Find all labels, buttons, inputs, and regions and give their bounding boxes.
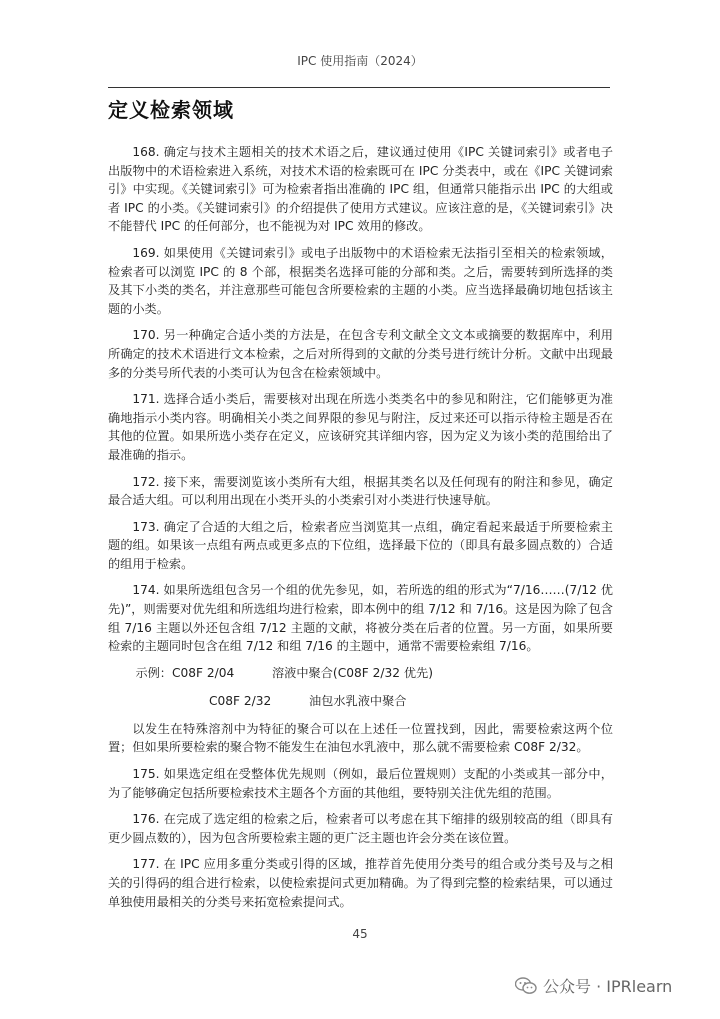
body-content: [108, 143, 613, 919]
paragraph-175: 175. 如果选定组在受整体优先规则（例如，最后位置规则）支配的小类或其一部分中，为了能够确定包括所要检索技术主题各个方面的其他组，要特别关注优先组的范围。: [108, 767, 613, 800]
paragraph-174: 174. 如果所选组包含另一个组的优先参见，如，若所选的组的形式为“7/16……(7/12 优先)”，则需要对优先组和所选组均进行检索，即本例中的组 7/12 和 7/16。这是因为除了包含组 7/16 主题以外还包含组 7/12 主题的文献，将被分类在后者的位置。另一方面，如果所要检索的主题同时包含在组 7/12 和组 7/16 的主题中，通常不需要检索组 7/16。: [108, 583, 613, 654]
example-row: [120, 664, 613, 682]
paragraph-169: 169. 如果使用《关键词索引》或电子出版物中的术语检索无法指引至相关的检索领域，检索者可以浏览 IPC 的 8 个部，根据类名选择可能的分部和类。之后，需要转到所选择的类及其下小类的类名，并注意那些可能包含所要检索的主题的小类。应当选择最确切地包括该主题的小类。: [108, 245, 613, 316]
header-divider: [108, 87, 610, 88]
paragraph-174-continued: 以发生在特殊溶剂中为特征的聚合可以在上述任一位置找到，因此，需要检索这两个位置；但如果所要检索的聚合物不能发生在油包水乳液中，那么就不需要检索 C08F 2/32。: [108, 721, 613, 755]
paragraph-177: 177. 在 IPC 应用多重分类或引得的区域，推荐首先使用分类号的组合或分类号及与之相关的引得码的组合进行检索，以使检索提问式更加精确。为了得到完整的检索结果，可以通过单独使用最相关的分类号来拓宽检索提问式。: [108, 857, 613, 909]
paragraph-168: 168. 确定与技术主题相关的技术术语之后，建议通过使用《IPC 关键词索引》或者电子出版物中的术语检索进入系统，对技术术语的检索既可在 IPC 分类表中，或在《IPC 关键词索引》中实现。《关键词索引》可为检索者指出准确的 IPC 组，但通常只能指示出 IPC 的大组或者 IPC 的小类。《关键词索引》的介绍提供了使用方式建议。应该注意的是，《关键词索引》决不能替代 IPC 的任何部分，也不能视为对 IPC 效用的修改。: [108, 145, 613, 234]
watermark-text: 公众号 · IPRlearn: [543, 977, 673, 996]
paragraph-176: 176. 在完成了选定组的检索之后，检索者可以考虑在其下缩排的级别较高的组（即具有更少圆点数的），因为包含所要检索主题的更广泛主题也许会分类在该位置。: [108, 812, 613, 845]
example-code: C08F 2/04: [172, 665, 235, 680]
example-label: 示例：: [135, 665, 172, 680]
paragraph-173: 173. 确定了合适的大组之后，检索者应当浏览其一点组，确定看起来最适于所要检索主题的组。如果该一点组有两点或更多点的下位组，选择最下位的（即具有最多圆点数的）合适的组用于检索。: [108, 519, 613, 571]
example-block: [108, 664, 613, 710]
paragraph-172: 172. 接下来，需要浏览该小类所有大组，根据其类名以及任何现有的附注和参见，确定最合适大组。可以利用出现在小类开头的小类索引对小类进行快速导航。: [108, 474, 613, 508]
paragraph-170: 170. 另一种确定合适小类的方法是，在包含专利文献全文文本或摘要的数据库中，利用所确定的技术术语进行文本检索，之后对所得到的文献的分类号进行统计分析。文献中出现最多的分类号所代表的小类可认为包含在检索领域中。: [108, 328, 613, 380]
wechat-icon: [515, 977, 537, 995]
watermark: [515, 974, 672, 997]
example-desc: 溶液中聚合(C08F 2/32 优先): [272, 665, 433, 680]
page-number: 45: [352, 927, 368, 941]
paragraph-171: 171. 选择合适小类后，需要核对出现在所选小类类名中的参见和附注，它们能够更为准确地指示小类内容。明确相关小类之间界限的参见与附注，反过来还可以指示待检主题是否在其他的位置。如果所选小类存在定义，应该研究其详细内容，因为定义为该小类的范围给出了最准确的指示。: [108, 392, 613, 462]
example-desc: 油包水乳液中聚合: [309, 693, 407, 708]
example-row: [120, 692, 613, 710]
running-header: IPC 使用指南（2024）: [297, 54, 423, 68]
example-code: C08F 2/32: [209, 693, 272, 708]
section-title: 定义检索领域: [108, 98, 234, 122]
